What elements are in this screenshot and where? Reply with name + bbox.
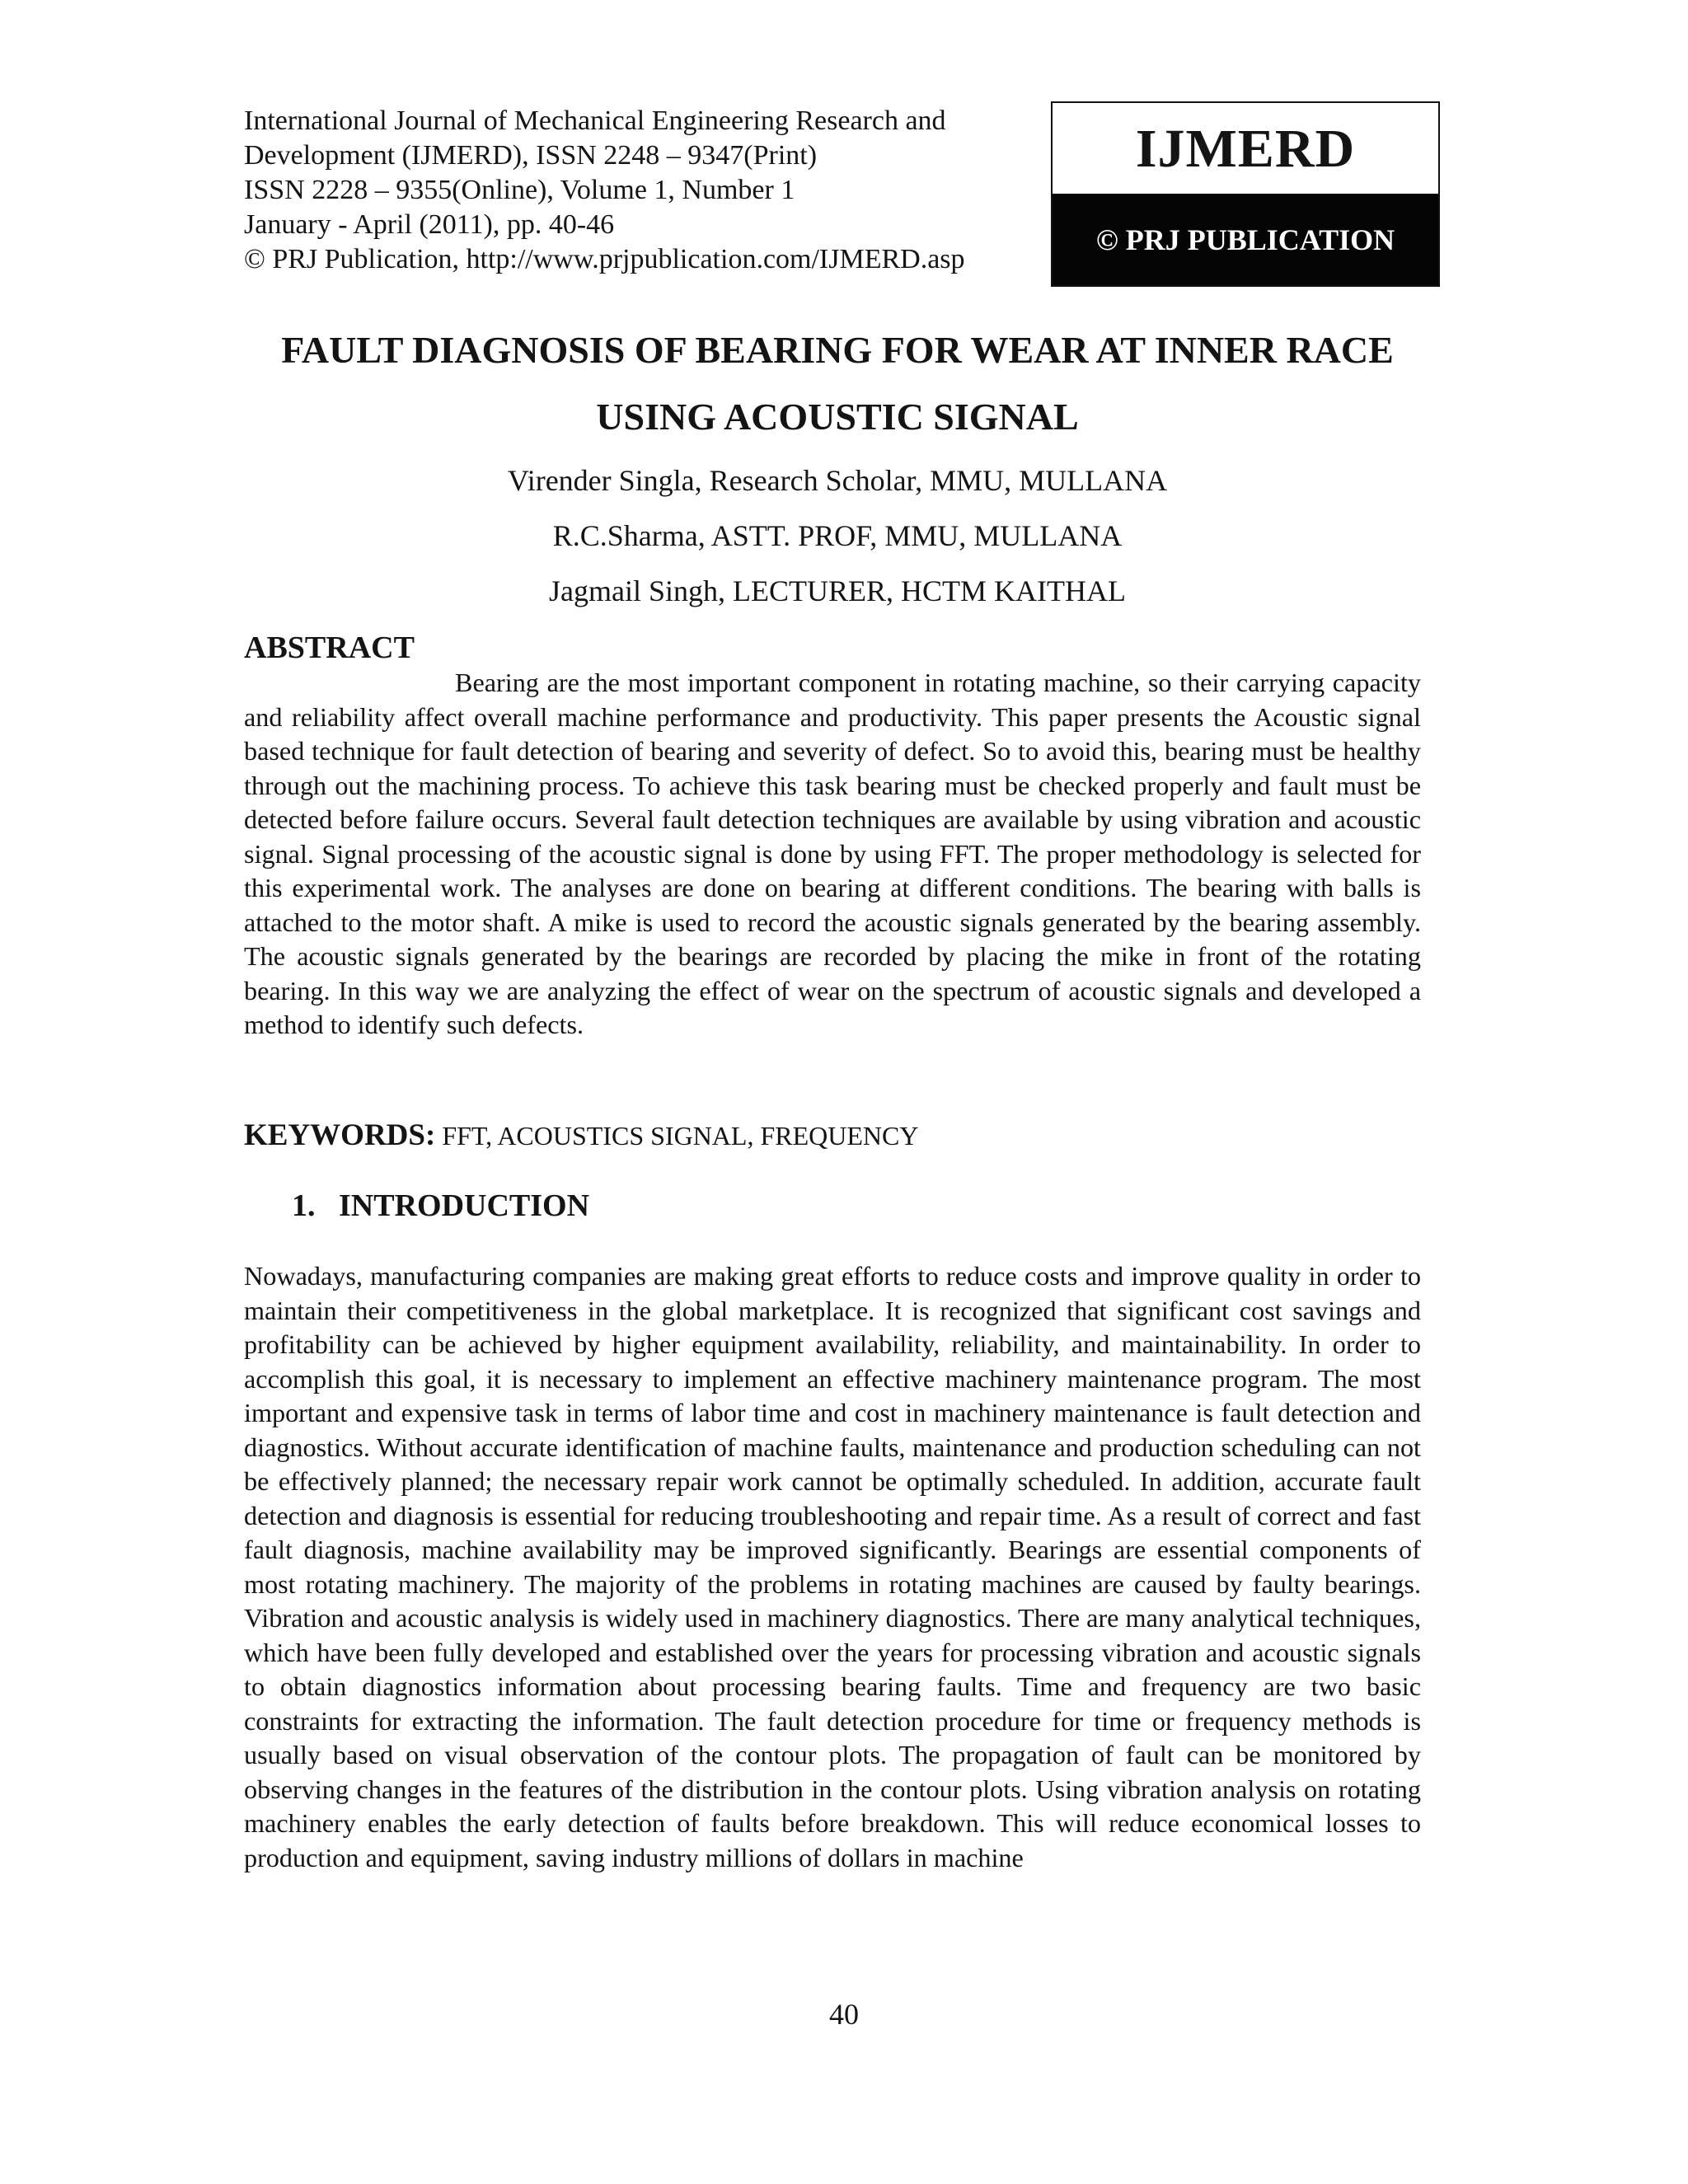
logo-publisher-band: © PRJ PUBLICATION (1053, 194, 1438, 285)
journal-header (244, 104, 1035, 277)
author-line: Virender Singla, Research Scholar, MMU, MULLANA (507, 464, 1168, 497)
author-line: Jagmail Singh, LECTURER, HCTM KAITHAL (549, 574, 1126, 607)
paper-title-line-1: FAULT DIAGNOSIS OF BEARING FOR WEAR AT INNER RACE (281, 329, 1394, 371)
header-line: Development (IJMERD), ISSN 2248 – 9347(Print) (244, 140, 818, 171)
abstract-heading: ABSTRACT (244, 630, 415, 665)
logo-title: IJMERD (1135, 119, 1356, 179)
keywords-line (244, 1118, 918, 1153)
paper-title-line-2: USING ACOUSTIC SIGNAL (596, 396, 1079, 438)
header-line: International Journal of Mechanical Engineering Research and (244, 105, 946, 136)
header-line: ISSN 2228 – 9355(Online), Volume 1, Number 1 (244, 175, 795, 205)
author-line: R.C.Sharma, ASTT. PROF, MMU, MULLANA (552, 519, 1123, 552)
keywords-label: KEYWORDS: (244, 1118, 436, 1152)
header-line: © PRJ Publication, http://www.prjpublication.com/IJMERD.asp (244, 244, 965, 274)
introduction-text: Nowadays, manufacturing companies are making great efforts to reduce costs and improve quality in order to maintain their competitiveness in the global marketplace. It is recognized that significant cost savings and profitability can be achieved by higher equipment availability, reliability, and maintainability. In order to accomplish this goal, it is necessary to implement an effective machinery maintenance program. The most important and expensive task in terms of labor time and cost in machinery maintenance is fault detection and diagnostics. Without accurate identification of machine faults, maintenance and production scheduling can not be effectively planned; the necessary repair work cannot be optimally scheduled. In addition, accurate fault detection and diagnosis is essential for reducing troubleshooting and repair time. As a result of correct and fast fault diagnosis, machine availability may be improved significantly. Bearings are essential components of most rotating machinery. The majority of the problems in rotating machines are caused by faulty bearings. Vibration and acoustic analysis is widely used in machinery diagnostics. There are many analytical techniques, which have been fully developed and established over the years for processing vibration and acoustic signals to obtain diagnostics information about processing bearing faults. Time and frequency are two basic constraints for extracting the information. The fault detection procedure for time or frequency methods is usually based on visual observation of the contour plots. The propagation of fault can be monitored by observing changes in the features of the distribution in the contour plots. Using vibration analysis on rotating machinery enables the early detection of faults before breakdown. This will reduce economical losses to production and equipment, saving industry millions of dollars in machine (244, 1261, 1421, 1872)
header-line: January - April (2011), pp. 40-46 (244, 209, 615, 240)
page-number: 40 (829, 1998, 859, 2031)
introduction-heading: 1. INTRODUCTION (292, 1188, 590, 1223)
keywords-text: FFT, ACOUSTICS SIGNAL, FREQUENCY (435, 1121, 919, 1151)
journal-logo (1051, 101, 1440, 287)
abstract-text: Bearing are the most important component in rotating machine, so their carrying capacity and reliability affect overall machine performance and productivity. This paper presents the Acoustic signal based technique for fault detection of bearing and severity of defect. So to avoid this, bearing must be healthy through out the machining process. To achieve this task bearing must be checked properly and fault must be detected before failure occurs. Several fault detection techniques are available by using vibration and acoustic signal. Signal processing of the acoustic signal is done by using FFT. The proper methodology is selected for this experimental work. The analyses are done on bearing at different conditions. The bearing with balls is attached to the motor shaft. A mike is used to record the acoustic signals generated by the bearing assembly. The acoustic signals generated by the bearings are recorded by placing the mike in front of the rotating bearing. In this way we are analyzing the effect of wear on the spectrum of acoustic signals and developed a method to identify such defects. (244, 668, 1421, 1039)
